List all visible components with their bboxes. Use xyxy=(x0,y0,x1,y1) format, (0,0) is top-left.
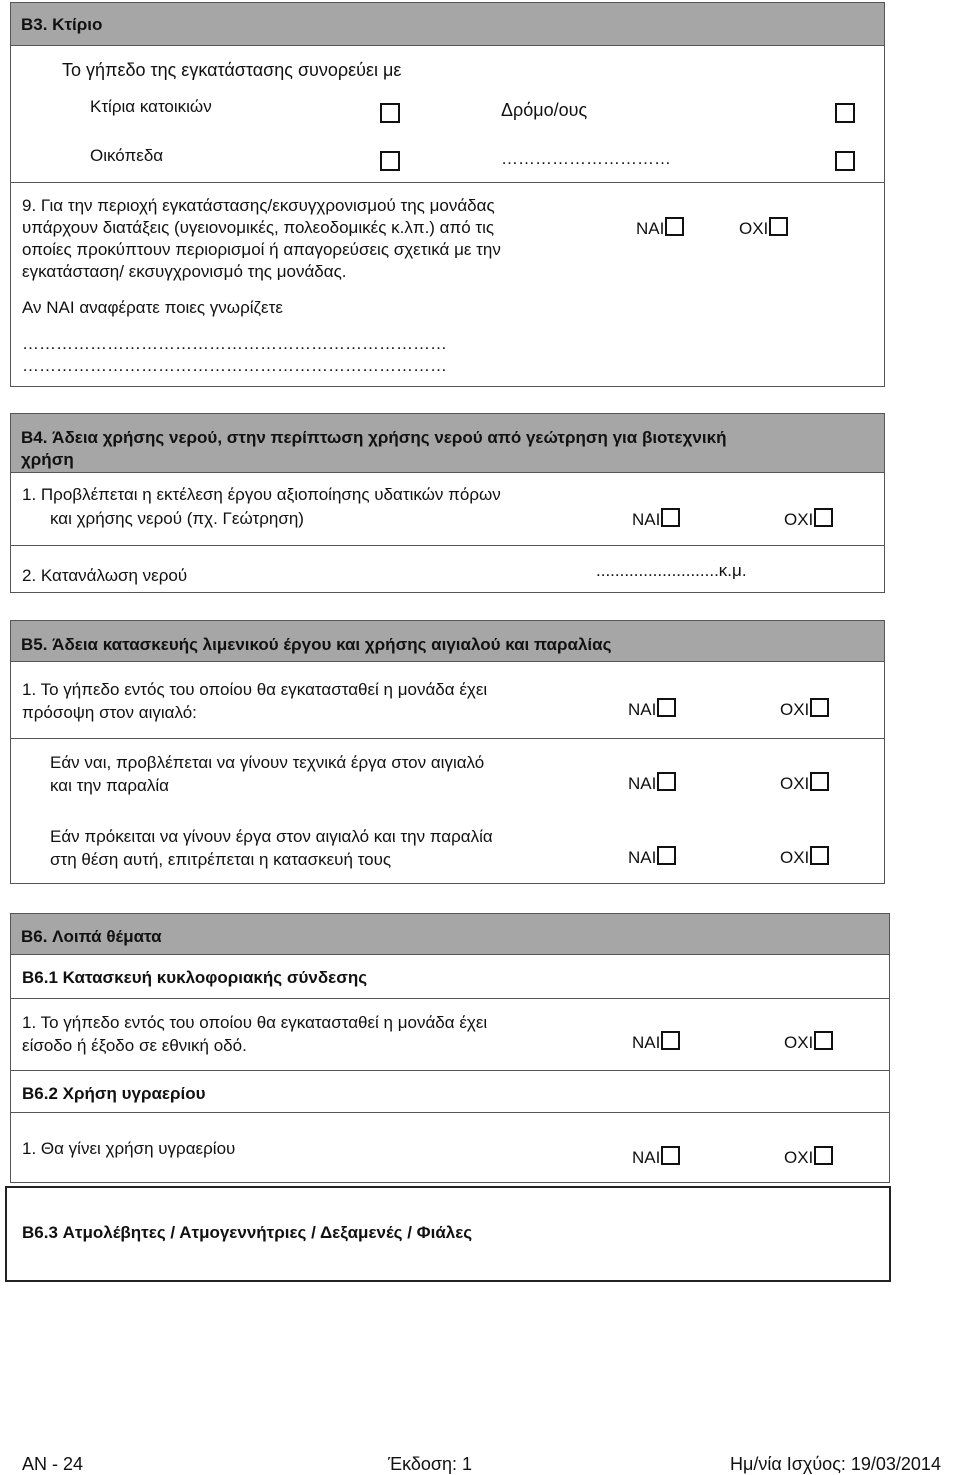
b4-q2-label: 2. Κατανάλωση νερού xyxy=(22,566,188,585)
section-b6-title: B6. Λοιπά θέματα xyxy=(10,913,890,955)
b3-q9-no-checkbox[interactable] xyxy=(769,217,788,236)
b6-2-top-divider xyxy=(10,1070,890,1071)
b4-q1-no-checkbox[interactable] xyxy=(814,508,833,527)
b3-plots-checkbox[interactable] xyxy=(380,151,400,171)
b6-1-title: B6.1 Κατασκευή κυκλοφοριακής σύνδεσης xyxy=(22,968,368,987)
b4-q2-value[interactable]: ..........................κ.μ. xyxy=(596,561,747,580)
section-b5-title: B5. Άδεια κατασκευής λιμενικού έργου και χρήσης αιγιαλού και παραλίας xyxy=(10,620,885,662)
b3-option-roads-label: Δρόμο/ους xyxy=(501,100,588,120)
b3-houses-checkbox[interactable] xyxy=(380,103,400,123)
b6-2-yes: ΝΑΙ xyxy=(632,1146,680,1168)
b6-1-no-checkbox[interactable] xyxy=(814,1031,833,1050)
b4-q1-no: ΟΧΙ xyxy=(784,508,833,530)
b5-q2-line2: και την παραλία xyxy=(50,776,169,795)
b5-q3-no: ΟΧΙ xyxy=(780,846,829,868)
b5-divider xyxy=(10,738,885,739)
section-b4-title: B4. Άδεια χρήσης νερού, στην περίπτωση χρήσης νερού από γεώτρηση για βιοτεχνική χρήση xyxy=(10,413,885,473)
b5-q3-no-checkbox[interactable] xyxy=(810,846,829,865)
b6-2-yes-checkbox[interactable] xyxy=(661,1146,680,1165)
b5-q2-line1: Εάν ναι, προβλέπεται να γίνουν τεχνικά έργα στον αιγιαλό xyxy=(50,753,485,772)
b6-1-q-line1: 1. Το γήπεδο εντός του οποίου θα εγκατασταθεί η μονάδα έχει xyxy=(22,1013,488,1032)
b6-2-no-checkbox[interactable] xyxy=(814,1146,833,1165)
b5-q3-line1: Εάν πρόκειται να γίνουν έργα στον αιγιαλό και την παραλία xyxy=(50,827,493,846)
b5-q1-no-checkbox[interactable] xyxy=(810,698,829,717)
b4-q1-yes-checkbox[interactable] xyxy=(661,508,680,527)
b6-2-title: B6.2 Χρήση υγραερίου xyxy=(22,1084,206,1103)
b6-2-divider xyxy=(10,1112,890,1113)
b6-2-no: ΟΧΙ xyxy=(784,1146,833,1168)
b3-q9-line1: 9. Για την περιοχή εγκατάστασης/εκσυγχρονισμού της μονάδας xyxy=(22,196,495,215)
b5-q3-yes: ΝΑΙ xyxy=(628,846,676,868)
b3-if-yes-label: Αν ΝΑΙ αναφέρατε ποιες γνωρίζετε xyxy=(22,298,283,317)
b3-intro: Το γήπεδο της εγκατάστασης συνορεύει με xyxy=(62,60,402,80)
b6-1-q-line2: είσοδο ή έξοδο σε εθνική οδό. xyxy=(22,1036,247,1055)
section-b3-title: B3. Κτίριο xyxy=(10,2,885,46)
b5-q2-yes-checkbox[interactable] xyxy=(657,772,676,791)
b6-1-yes: ΝΑΙ xyxy=(632,1031,680,1053)
b5-q1-yes: ΝΑΙ xyxy=(628,698,676,720)
footer-page-number: ΑΝ - 24 xyxy=(22,1454,84,1474)
b5-q3-yes-checkbox[interactable] xyxy=(657,846,676,865)
b5-q2-no-checkbox[interactable] xyxy=(810,772,829,791)
b3-dots-line1[interactable]: ………………………………………………………………… xyxy=(22,334,447,353)
b5-q3-line2: στη θέση αυτή, επιτρέπεται η κατασκευή τους xyxy=(50,850,392,869)
b6-1-no: ΟΧΙ xyxy=(784,1031,833,1053)
b3-option-houses-label: Κτίρια κατοικιών xyxy=(90,97,212,116)
b4-q1-yes: ΝΑΙ xyxy=(632,508,680,530)
b6-1-divider xyxy=(10,998,890,999)
b3-q9-line3: οποίες προκύπτουν περιορισμοί ή απαγορεύσεις σχετικά με την xyxy=(22,240,501,259)
b3-option-plots-label: Οικόπεδα xyxy=(90,146,164,165)
b4-q1-line1: 1. Προβλέπεται η εκτέλεση έργου αξιοποίησης υδατικών πόρων xyxy=(22,485,501,504)
b5-q1-yes-checkbox[interactable] xyxy=(657,698,676,717)
b5-q2-no: ΟΧΙ xyxy=(780,772,829,794)
b3-dots-line2[interactable]: ………………………………………………………………… xyxy=(22,356,447,375)
b4-divider xyxy=(10,545,885,546)
b3-roads-checkbox[interactable] xyxy=(835,103,855,123)
footer-edition: Έκδοση: 1 xyxy=(388,1454,473,1474)
b3-q9-line4: εγκατάσταση/ εκσυγχρονισμό της μονάδας. xyxy=(22,262,347,281)
b3-q9-yes-checkbox[interactable] xyxy=(665,217,684,236)
footer-validity-date: Ημ/νία Ισχύος: 19/03/2014 xyxy=(730,1454,941,1474)
b4-q1-line2: και χρήσης νερού (πχ. Γεώτρηση) xyxy=(50,509,304,528)
b3-q9-yes: ΝΑΙ xyxy=(636,217,684,239)
b3-divider xyxy=(10,182,885,183)
b5-q2-yes: ΝΑΙ xyxy=(628,772,676,794)
b6-2-q: 1. Θα γίνει χρήση υγραερίου xyxy=(22,1139,236,1158)
b3-other-checkbox[interactable] xyxy=(835,151,855,171)
b5-q1-line2: πρόσοψη στον αιγιαλό: xyxy=(22,703,197,722)
b3-q9-line2: υπάρχουν διατάξεις (υγειονομικές, πολεοδομικές κ.λπ.) από τις xyxy=(22,218,495,237)
b5-q1-line1: 1. Το γήπεδο εντός του οποίου θα εγκατασταθεί η μονάδα έχει xyxy=(22,680,488,699)
b5-q1-no: ΟΧΙ xyxy=(780,698,829,720)
b3-q9-no: ΟΧΙ xyxy=(739,217,788,239)
b6-1-yes-checkbox[interactable] xyxy=(661,1031,680,1050)
b6-3-title: B6.3 Ατμολέβητες / Ατμογεννήτριες / Δεξαμενές / Φιάλες xyxy=(22,1223,473,1242)
b3-option-other-dots: ………………………… xyxy=(501,149,671,168)
